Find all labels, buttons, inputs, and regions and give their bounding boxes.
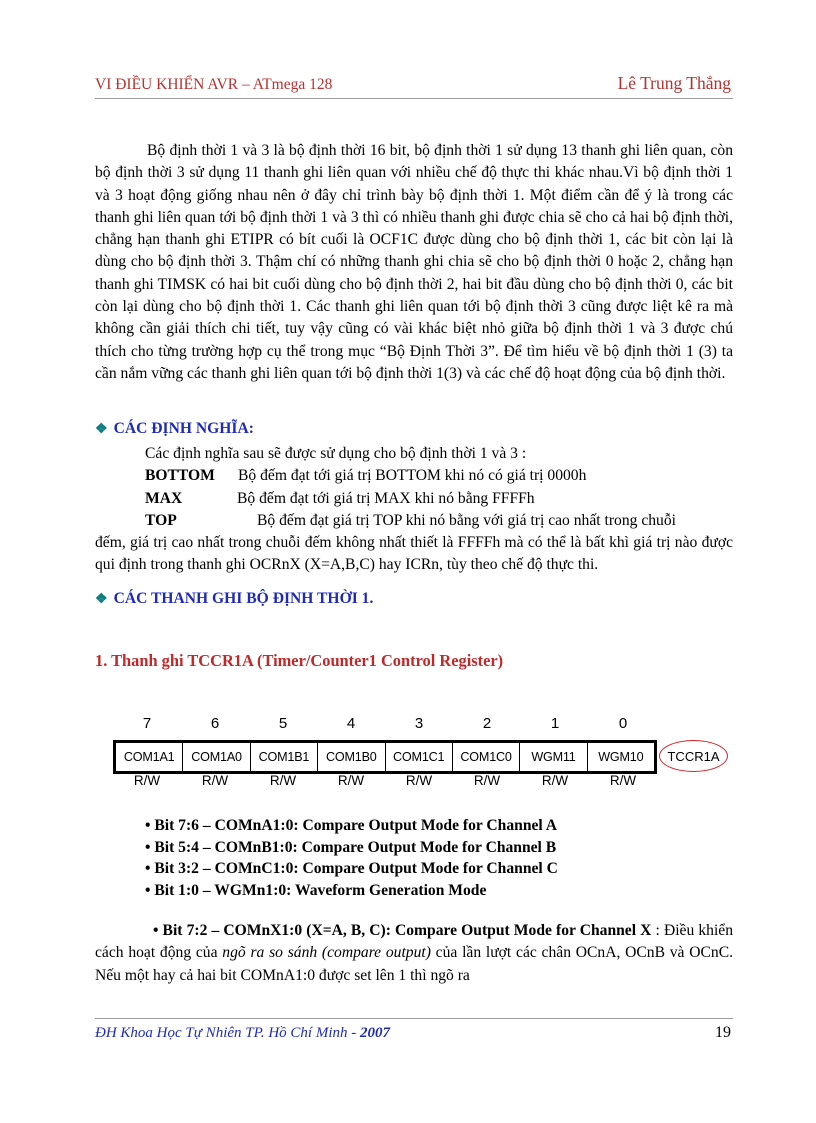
definition-max [95, 488, 733, 510]
bit-summary-item: • Bit 7:6 – COMnA1:0: Compare Output Mode for Channel A [145, 817, 558, 834]
definitions-list [95, 443, 733, 577]
page-footer [95, 1018, 733, 1045]
bit-detail-italic: ngõ ra so sánh (compare output) [222, 944, 431, 962]
page-header [95, 72, 733, 99]
register-field: COM1A1 [116, 743, 183, 771]
bit-number: 1 [550, 715, 560, 732]
register-field: COM1C0 [453, 743, 520, 771]
registers-heading-text: CÁC THANH GHI BỘ ĐỊNH THỜI 1. [113, 590, 374, 607]
definition-desc: Bộ đếm đạt tới giá trị BOTTOM khi nó có giá trị 0000h [238, 467, 587, 485]
registers-heading [95, 590, 373, 608]
register-name-badge: TCCR1A [659, 740, 728, 772]
definitions-heading-text: CÁC ĐỊNH NGHĨA: [113, 420, 254, 437]
register-field: COM1B1 [251, 743, 318, 771]
footer-institution [95, 1025, 390, 1042]
section-title: 1. Thanh ghi TCCR1A (Timer/Counter1 Control Register) [95, 651, 504, 670]
definition-bottom [95, 465, 733, 487]
bit-detail-lead: • Bit 7:2 – COMnX1:0 (X=A, B, C): Compare Output Mode for Channel X [153, 922, 652, 939]
definition-term: TOP [145, 511, 177, 529]
intro-paragraph: Bộ định thời 1 và 3 là bộ định thời 16 bit, bộ định thời 1 sử dụng 13 thanh ghi liên quan, còn bộ định thời 3 sử dụng 11 thanh ghi liên quan với nhiều chế độ thực thi khác nhau.Vì bộ định thời 1 và 3 hoạt động giống nhau nên ở đây chỉ trình bày bộ định thời 1. Một điểm cần để ý là trong các thanh ghi liên quan tới bộ định thời 1 và 3 thì có nhiều thanh ghi được chia sẽ cho cả hai bộ định thời, chẳng hạn thanh ghi ETIPR có bít cuối là OCF1C được dùng cho bộ định thời 1, các bit còn lại là dùng cho bộ định thời 3. Thậm chí có những thanh ghi chia sẽ cho bộ định thời 0 hoặc 2, chẳng hạn thanh ghi TIMSK có hai bit cuối dùng cho bộ định thời 2, hai bit đầu dùng cho bộ định thời 0, các bit còn lại dùng cho bộ định thời 1. Các thanh ghi liên quan tới bộ định thời 3 cũng được liệt kê ra mà không cần giải thích chi tiết, tuy vậy cũng có vài khác biệt nhỏ giữa bộ định thời 1 và 3 được chú thích cho từng trường hợp cụ thể trong mục “Bộ Định Thời 3”. Để tìm hiểu về bộ định thời 1 (3) ta cần nắm vững các thanh ghi liên quan tới bộ định thời 1(3) và các chế độ hoạt động của bộ định thời. [95, 142, 733, 382]
bit-access: R/W [201, 773, 229, 788]
bit-number: 7 [142, 715, 152, 732]
footer-institution-text: ĐH Khoa Học Tự Nhiên TP. Hồ Chí Minh - [95, 1025, 360, 1041]
register-field: COM1B0 [318, 743, 385, 771]
bit-number: 4 [346, 715, 356, 732]
bit-number: 2 [482, 715, 492, 732]
diamond-bullet-icon: ❖ [95, 422, 108, 437]
register-field: WGM11 [520, 743, 587, 771]
bit-access: R/W [609, 773, 637, 788]
footer-year: 2007 [360, 1025, 390, 1041]
register-field: COM1C1 [386, 743, 453, 771]
bit-detail-text: của lần lượt các chân OCnA, OCnB và OCnC. Nếu một hay cả hai bit COMnA1:0 được set lên 1 thì ngõ ra [95, 944, 733, 984]
bit-detail-text: : Điều khiển cách hoạt động của [95, 922, 733, 962]
bit-access: R/W [405, 773, 433, 788]
bit-detail-paragraph [95, 920, 733, 987]
bit-access: R/W [473, 773, 501, 788]
bit-summary-list [145, 815, 558, 901]
page-number: 19 [715, 1024, 731, 1041]
definitions-intro-row [95, 443, 733, 465]
definition-top-continued: đếm, giá trị cao nhất trong chuỗi đếm không nhất thiết là FFFFh mà có thể là bất khì giá trị nào được qui định trong thanh ghi OCRnX (X=A,B,C) hay ICRn, tùy theo chế độ thực thi. [95, 534, 733, 574]
diamond-bullet-icon: ❖ [95, 592, 108, 607]
definition-top [95, 510, 733, 532]
bit-access: R/W [269, 773, 297, 788]
header-title: VI ĐIỀU KHIỂN AVR – ATmega 128 [95, 76, 333, 93]
bit-summary-item: • Bit 5:4 – COMnB1:0: Compare Output Mode for Channel B [145, 838, 557, 856]
register-table [113, 740, 657, 774]
register-field: COM1A0 [183, 743, 250, 771]
definition-term: BOTTOM [145, 467, 215, 485]
bit-access: R/W [337, 773, 365, 788]
bit-number: 0 [618, 715, 628, 732]
bit-access: R/W [133, 773, 161, 788]
definition-term: MAX [145, 489, 183, 507]
bit-summary-item: • Bit 1:0 – WGMn1:0: Waveform Generation Mode [145, 881, 487, 899]
definitions-heading [95, 420, 254, 438]
register-field: WGM10 [598, 750, 644, 764]
bit-access: R/W [541, 773, 569, 788]
bit-number: 3 [414, 715, 424, 732]
bit-summary-item: • Bit 3:2 – COMnC1:0: Compare Output Mode for Channel C [145, 860, 558, 877]
bit-number: 5 [278, 715, 288, 732]
header-author: Lê Trung Thắng [617, 73, 731, 93]
bit-number: 6 [210, 715, 220, 732]
definition-desc: Bộ đếm đạt tới giá trị MAX khi nó bằng FFFFh [237, 489, 535, 507]
definition-desc: Bộ đếm đạt giá trị TOP khi nó bằng với giá trị cao nhất trong chuỗi [257, 511, 676, 529]
definitions-intro: Các định nghĩa sau sẽ được sử dụng cho bộ định thời 1 và 3 : [145, 445, 527, 462]
intro-section [95, 140, 733, 385]
